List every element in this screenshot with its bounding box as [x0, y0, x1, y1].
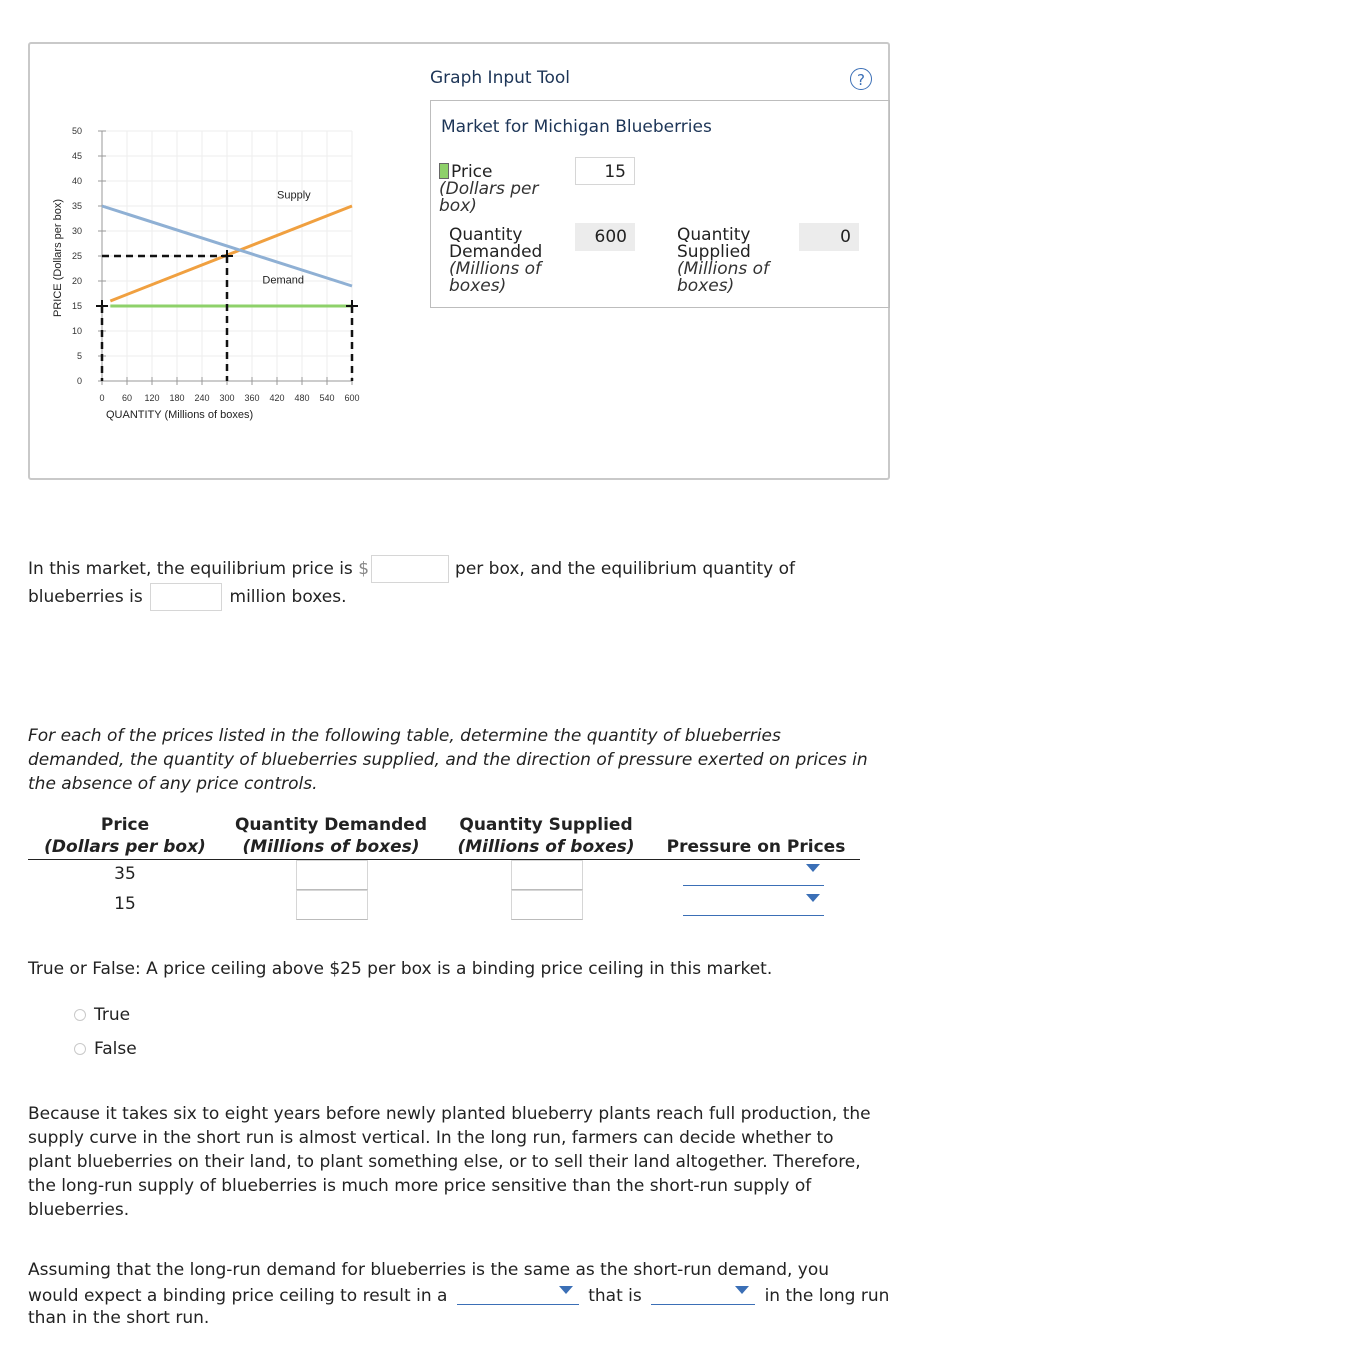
price-ceiling-question: True or False: A price ceiling above $25 per box is a binding price ceiling in this market.: [28, 959, 773, 979]
y-tick-label: 10: [71, 326, 82, 336]
x-tick-label: 240: [194, 393, 210, 403]
y-tick-label: 45: [71, 151, 82, 161]
q1-text-b: per box, and the equilibrium quantity of: [455, 559, 795, 579]
x-axis-title: QUANTITY (Millions of boxes): [106, 409, 254, 421]
row-price-35: 35: [114, 864, 136, 884]
row-price-15: 15: [114, 894, 136, 914]
quantity-supplied-value: 0: [799, 223, 859, 251]
magnitude-dropdown[interactable]: [651, 1282, 755, 1305]
x-tick-label: 600: [344, 393, 360, 403]
blueberry-market-chart[interactable]: [30, 44, 430, 444]
x-tick-label: 300: [219, 393, 235, 403]
long-run-supply-paragraph: Because it takes six to eight years before newly planted blueberry plants reach full production, the supply curve in the short run is almost vertical. In the long run, farmers can decide whether to plant blueberries on their land, to plant something else, or to sell their land altogether. Therefore, the long-run supply of blueberries is much more price sensitive than the short-run supply of blueberries.: [28, 1104, 871, 1220]
radio-circle-icon[interactable]: [74, 1043, 86, 1055]
price-swatch-icon: [439, 163, 449, 179]
y-tick-label: 20: [71, 276, 82, 286]
qs-input-35[interactable]: [511, 860, 583, 890]
y-tick-label: 30: [71, 226, 82, 236]
radio-circle-icon[interactable]: [74, 1009, 86, 1021]
y-tick-label: 50: [71, 126, 82, 136]
demand-label: Demand: [262, 274, 304, 287]
result-dropdown[interactable]: [457, 1282, 579, 1305]
col-header-quantity-supplied: Quantity Supplied (Millions of boxes): [457, 815, 635, 857]
help-icon[interactable]: ?: [850, 68, 872, 90]
supply-label: Supply: [277, 189, 311, 202]
long-run-question-line1: Assuming that the long-run demand for blueberries is the same as the short-run demand, you: [28, 1260, 830, 1280]
x-tick-label: 360: [244, 393, 260, 403]
market-title: Market for Michigan Blueberries: [441, 117, 712, 137]
q1-text-a: In this market, the equilibrium price is: [28, 559, 353, 579]
price-marker-right: [346, 300, 358, 312]
graph-input-tool-panel: [28, 42, 890, 480]
price-label: Price (Dollars per box): [439, 162, 539, 216]
table-intro: For each of the prices listed in the following table, determine the quantity of blueberries demanded, the quantity of blueberries supplied, and the direction of pressure exerted on prices in the absence of any price controls.: [28, 726, 868, 794]
tool-title: Graph Input Tool: [430, 68, 570, 88]
equilibrium-question: [28, 555, 795, 611]
price-marker-left: [96, 300, 108, 312]
y-tick-label: 5: [76, 351, 82, 361]
q1-text-d: million boxes.: [229, 587, 347, 607]
pressure-dropdown-15[interactable]: [683, 890, 824, 916]
chevron-down-icon: [559, 1286, 573, 1294]
y-tick-label: 40: [71, 176, 82, 186]
graph-input-box: [430, 100, 890, 308]
dollar-sign: $: [358, 559, 370, 579]
y-tick-label: 35: [71, 201, 82, 211]
x-tick-label: 480: [294, 393, 310, 403]
col-header-pressure: Pressure on Prices: [666, 837, 846, 857]
radio-false[interactable]: False: [74, 1039, 137, 1059]
qd-input-35[interactable]: [296, 860, 368, 890]
radio-true[interactable]: True: [74, 1005, 130, 1025]
price-input[interactable]: 15: [575, 157, 635, 185]
col-header-price: Price (Dollars per box): [44, 815, 206, 857]
long-run-question-line2: would expect a binding price ceiling to result in a that is in the long run: [28, 1282, 928, 1308]
quantity-demanded-value: 600: [575, 223, 635, 251]
x-tick-label: 60: [121, 393, 133, 403]
equilibrium-marker: [221, 250, 233, 262]
equilibrium-quantity-input[interactable]: [150, 583, 222, 611]
quantity-demanded-label: Quantity Demanded (Millions of boxes): [449, 225, 543, 296]
y-tick-label: 25: [71, 251, 82, 261]
chevron-down-icon: [735, 1286, 749, 1294]
qd-input-15[interactable]: [296, 890, 368, 920]
equilibrium-price-input[interactable]: [371, 555, 449, 583]
q1-text-c: blueberries is: [28, 587, 143, 607]
x-tick-label: 180: [169, 393, 185, 403]
x-tick-label: 420: [269, 393, 285, 403]
y-axis-title: PRICE (Dollars per box): [52, 199, 64, 317]
y-tick-label: 0: [76, 376, 82, 386]
x-tick-label: 120: [144, 393, 160, 403]
pressure-dropdown-35[interactable]: [683, 860, 824, 886]
y-tick-label: 15: [71, 301, 82, 311]
x-tick-label: 540: [319, 393, 335, 403]
x-tick-label: 0: [99, 393, 105, 403]
qs-input-15[interactable]: [511, 890, 583, 920]
chevron-down-icon: [806, 894, 820, 902]
chevron-down-icon: [806, 864, 820, 872]
col-header-quantity-demanded: Quantity Demanded (Millions of boxes): [234, 815, 427, 857]
quantity-supplied-label: Quantity Supplied (Millions of boxes): [677, 225, 770, 296]
long-run-question-line3: than in the short run.: [28, 1308, 210, 1328]
